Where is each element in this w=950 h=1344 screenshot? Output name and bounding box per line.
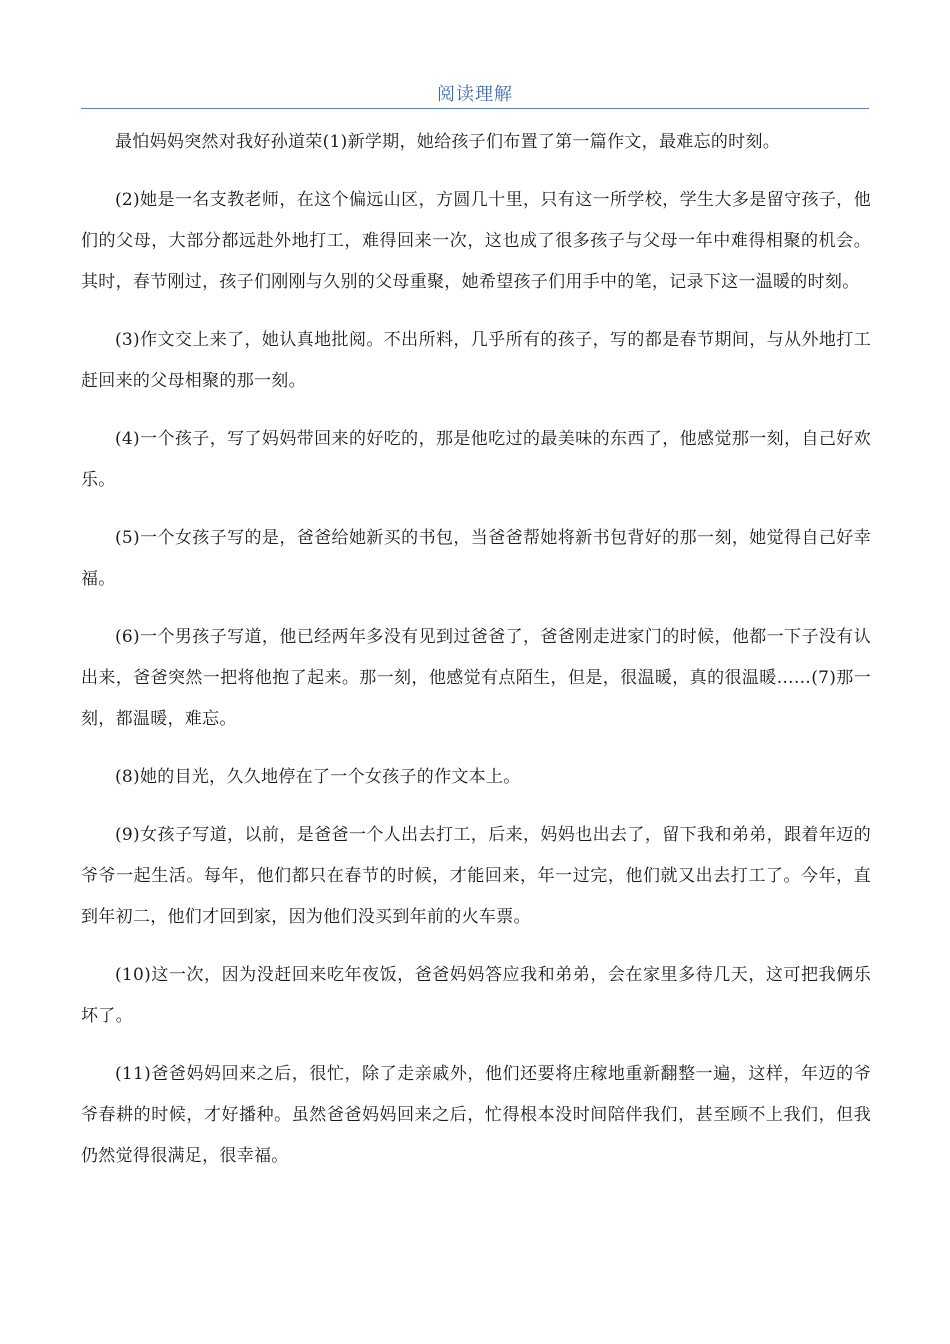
page-header — [81, 78, 869, 109]
paragraph-1: 最怕妈妈突然对我好孙道荣(1)新学期，她给孩子们布置了第一篇作文，最难忘的时刻。 — [115, 132, 781, 152]
paragraph-8: (8)她的目光，久久地停在了一个女孩子的作文本上。 — [115, 767, 521, 787]
paragraph-3: (3)作文交上来了，她认真地批阅。不出所料，几乎所有的孩子，写的都是春节期间，与从外地打工赶回来的父母相聚的那一刻。 — [81, 330, 871, 391]
paragraph-11: (11)爸爸妈妈回来之后，很忙，除了走亲戚外，他们还要将庄稼地重新翻整一遍，这样，年迈的爷爷春耕的时候，才好播种。虽然爸爸妈妈回来之后，忙得根本没时间陪伴我们，甚至顾不上我们，但我仍然觉得很满足，很幸福。 — [81, 1064, 871, 1166]
paragraph-5: (5)一个女孩子写的是，爸爸给她新买的书包，当爸爸帮她将新书包背好的那一刻，她觉得自己好幸福。 — [81, 528, 871, 589]
page-title: 阅读理解 — [437, 84, 513, 105]
article-body — [81, 122, 871, 1194]
paragraph-9: (9)女孩子写道，以前，是爸爸一个人出去打工，后来，妈妈也出去了，留下我和弟弟，跟着年迈的爷爷一起生活。每年，他们都只在春节的时候，才能回来，年一过完，他们就又出去打工了。今年，直到年初二，他们才回到家，因为他们没买到年前的火车票。 — [81, 825, 871, 927]
paragraph-4: (4)一个孩子，写了妈妈带回来的好吃的，那是他吃过的最美味的东西了，他感觉那一刻，自己好欢乐。 — [81, 429, 871, 490]
paragraph-10: (10)这一次，因为没赶回来吃年夜饭，爸爸妈妈答应我和弟弟，会在家里多待几天，这可把我俩乐坏了。 — [81, 965, 871, 1026]
paragraph-6: (6)一个男孩子写道，他已经两年多没有见到过爸爸了，爸爸刚走进家门的时候，他都一下子没有认出来，爸爸突然一把将他抱了起来。那一刻，他感觉有点陌生，但是，很温暖，真的很温暖……(7)那一刻，都温暖，难忘。 — [81, 627, 871, 729]
paragraph-2: (2)她是一名支教老师，在这个偏远山区，方圆几十里，只有这一所学校，学生大多是留守孩子，他们的父母，大部分都远赴外地打工，难得回来一次，这也成了很多孩子与父母一年中难得相聚的机会。其时，春节刚过，孩子们刚刚与久别的父母重聚，她希望孩子们用手中的笔，记录下这一温暖的时刻。 — [81, 190, 871, 292]
